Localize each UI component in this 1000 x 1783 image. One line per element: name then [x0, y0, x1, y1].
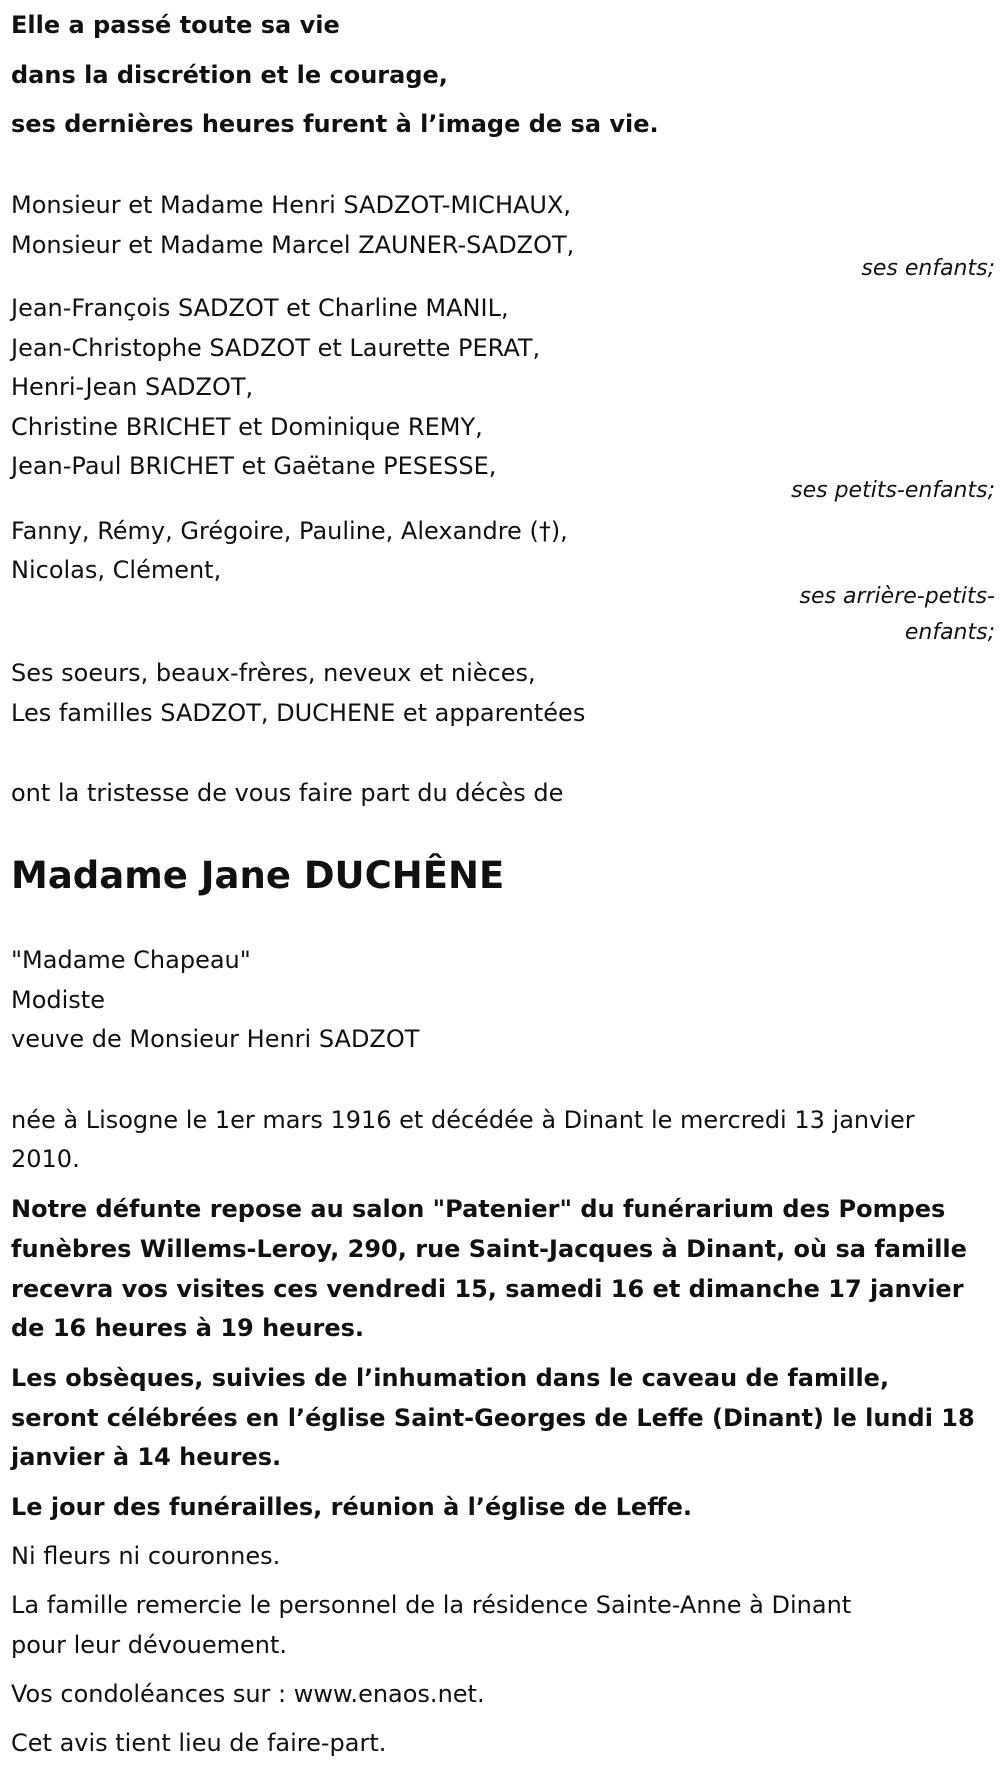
visitation-text: funèbres Willems-Leroy, 290, rue Saint-Jacques à Dinant, où sa famille [11, 1235, 967, 1263]
poem-line: dans la discrétion et le courage, [11, 61, 448, 89]
family-line: Ses soeurs, beaux-frères, neveux et nièces, [11, 659, 536, 687]
funeral-text: seront célébrées en l’église Saint-Georges de Leffe (Dinant) le lundi 18 [11, 1404, 975, 1432]
family-line: Nicolas, Clément, [11, 556, 222, 584]
poem-line: Elle a passé toute sa vie [11, 11, 340, 39]
closing-text: Cet avis tient lieu de faire-part. [11, 1729, 387, 1757]
relation-label-children: ses enfants; [861, 256, 995, 281]
thanks-text: La famille remercie le personnel de la résidence Sainte-Anne à Dinant [11, 1591, 852, 1619]
birth-death-text: 2010. [11, 1145, 80, 1173]
flowers-text: Ni fleurs ni couronnes. [11, 1542, 281, 1570]
funeral-text: Les obsèques, suivies de l’inhumation dans le caveau de famille, [11, 1364, 890, 1392]
announcement-text: ont la tristesse de vous faire part du décès de [11, 779, 564, 807]
family-line: Henri-Jean SADZOT, [11, 373, 254, 401]
relation-label-great-grandchildren: enfants; [904, 620, 995, 645]
family-line: Monsieur et Madame Marcel ZAUNER-SADZOT, [11, 231, 575, 259]
family-line: Jean-Christophe SADZOT et Laurette PERAT, [11, 334, 541, 362]
deceased-detail: veuve de Monsieur Henri SADZOT [11, 1025, 420, 1053]
funeral-text: janvier à 14 heures. [11, 1443, 282, 1471]
relation-label-great-grandchildren: ses arrière-petits- [799, 584, 995, 609]
poem-line: ses dernières heures furent à l’image de sa vie. [11, 110, 659, 138]
thanks-text: pour leur dévouement. [11, 1631, 288, 1659]
family-line: Monsieur et Madame Henri SADZOT-MICHAUX, [11, 191, 572, 219]
family-line: Les familles SADZOT, DUCHENE et apparentées [11, 699, 586, 727]
birth-death-text: née à Lisogne le 1er mars 1916 et décédée à Dinant le mercredi 13 janvier [11, 1106, 915, 1134]
meeting-text: Le jour des funérailles, réunion à l’église de Leffe. [11, 1493, 693, 1521]
visitation-text: Notre défunte repose au salon "Patenier" du funérarium des Pompes [11, 1195, 946, 1223]
family-line: Jean-Paul BRICHET et Gaëtane PESESSE, [11, 452, 497, 480]
family-line: Fanny, Rémy, Grégoire, Pauline, Alexandre (†), [11, 517, 568, 545]
visitation-text: recevra vos visites ces vendredi 15, samedi 16 et dimanche 17 janvier [11, 1275, 964, 1303]
condolences-text: Vos condoléances sur : www.enaos.net. [11, 1680, 485, 1708]
family-line: Jean-François SADZOT et Charline MANIL, [11, 294, 509, 322]
relation-label-grandchildren: ses petits-enfants; [791, 478, 995, 503]
deceased-detail: "Madame Chapeau" [11, 946, 251, 974]
visitation-text: de 16 heures à 19 heures. [11, 1314, 365, 1342]
family-line: Christine BRICHET et Dominique REMY, [11, 413, 483, 441]
deceased-name: Madame Jane DUCHÊNE [11, 854, 505, 897]
deceased-detail: Modiste [11, 986, 105, 1014]
